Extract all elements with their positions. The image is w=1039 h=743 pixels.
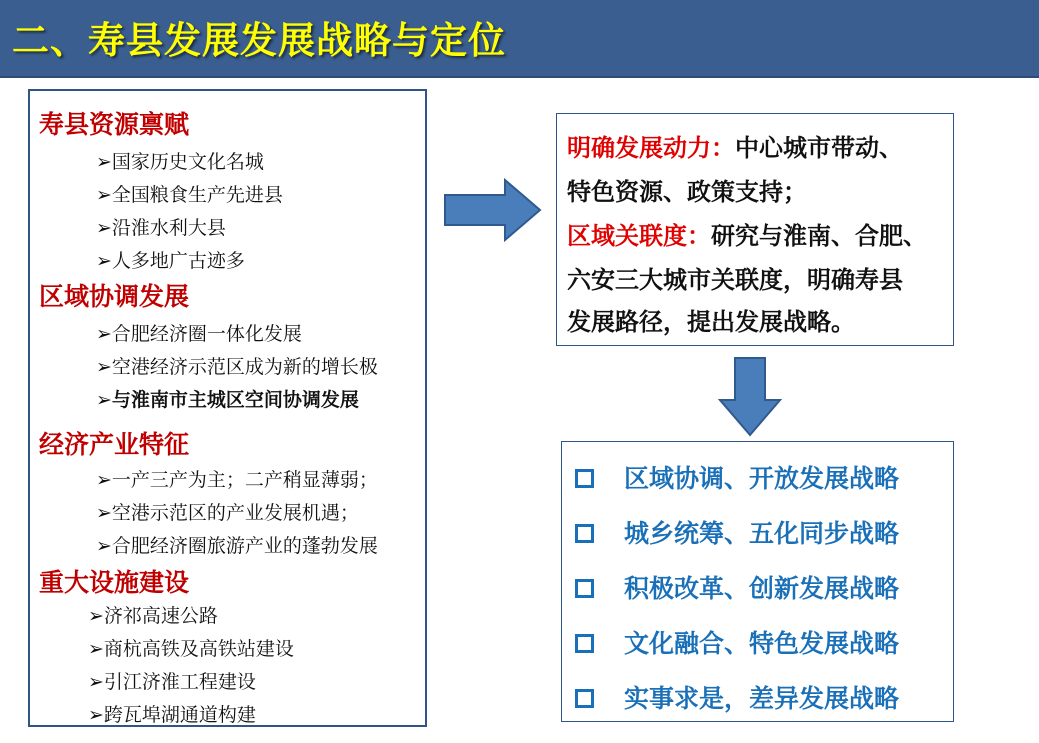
arrow-down-icon: [718, 356, 782, 438]
checkbox-icon: [575, 579, 594, 598]
checkbox-icon: [575, 524, 594, 543]
relevance-text: 研究与淮南、合肥、: [711, 222, 927, 250]
list-item: ➢合肥经济圈旅游产业的蓬勃发展: [96, 535, 378, 557]
list-item: ➢全国粮食生产先进县: [96, 184, 283, 206]
list-item: ➢沿淮水利大县: [96, 217, 226, 239]
development-driver-box: [556, 113, 954, 346]
list-item: ➢一产三产为主；二产稍显薄弱；: [96, 469, 378, 491]
strategy-text: 实事求是，差异发展战略: [624, 684, 900, 713]
list-item: ➢空港经济示范区成为新的增长极: [96, 356, 378, 378]
section-title-economy: 经济产业特征: [39, 430, 190, 459]
strategy-item: [562, 569, 953, 609]
strategy-box: [561, 441, 954, 722]
checkbox-icon: [575, 469, 594, 488]
left-panel: [28, 89, 427, 727]
section-title-resources: 寿县资源禀赋: [39, 110, 190, 139]
list-item: ➢商杭高铁及高铁站建设: [88, 638, 294, 660]
driver-line-2: 特色资源、政策支持；: [567, 178, 807, 206]
list-item: ➢空港示范区的产业发展机遇；: [96, 502, 359, 524]
list-item: ➢合肥经济圈一体化发展: [96, 323, 302, 345]
relevance-label: 区域关联度：: [567, 222, 711, 250]
strategy-item: [562, 459, 953, 499]
checkbox-icon: [575, 634, 594, 653]
driver-line-1: [567, 128, 903, 163]
list-item: ➢跨瓦埠湖通道构建: [88, 704, 256, 726]
relevance-line-2: 六安三大城市关联度，明确寿县: [567, 266, 903, 294]
strategy-text: 区域协调、开放发展战略: [624, 464, 900, 493]
page-title: 二、寿县发展发展战略与定位: [12, 19, 506, 62]
list-item: ➢与淮南市主城区空间协调发展: [96, 389, 359, 411]
relevance-line-1: [567, 216, 927, 251]
section-title-regional: 区域协调发展: [39, 282, 190, 311]
checkbox-icon: [575, 689, 594, 708]
title-bar: [0, 0, 1039, 78]
strategy-item: [562, 679, 953, 719]
strategy-item: [562, 514, 953, 554]
arrow-right-icon: [443, 178, 543, 242]
driver-text: 中心城市带动、: [735, 134, 903, 162]
list-item: ➢人多地广古迹多: [96, 250, 245, 272]
section-title-infrastructure: 重大设施建设: [39, 568, 190, 597]
relevance-line-3: 发展路径，提出发展战略。: [567, 308, 855, 336]
strategy-text: 城乡统筹、五化同步战略: [624, 519, 900, 548]
list-item: ➢济祁高速公路: [88, 605, 218, 627]
strategy-text: 文化融合、特色发展战略: [624, 629, 900, 658]
list-item: ➢引江济淮工程建设: [88, 671, 256, 693]
strategy-item: [562, 624, 953, 664]
driver-label: 明确发展动力：: [567, 134, 735, 162]
strategy-text: 积极改革、创新发展战略: [624, 574, 900, 603]
list-item: ➢国家历史文化名城: [96, 151, 264, 173]
